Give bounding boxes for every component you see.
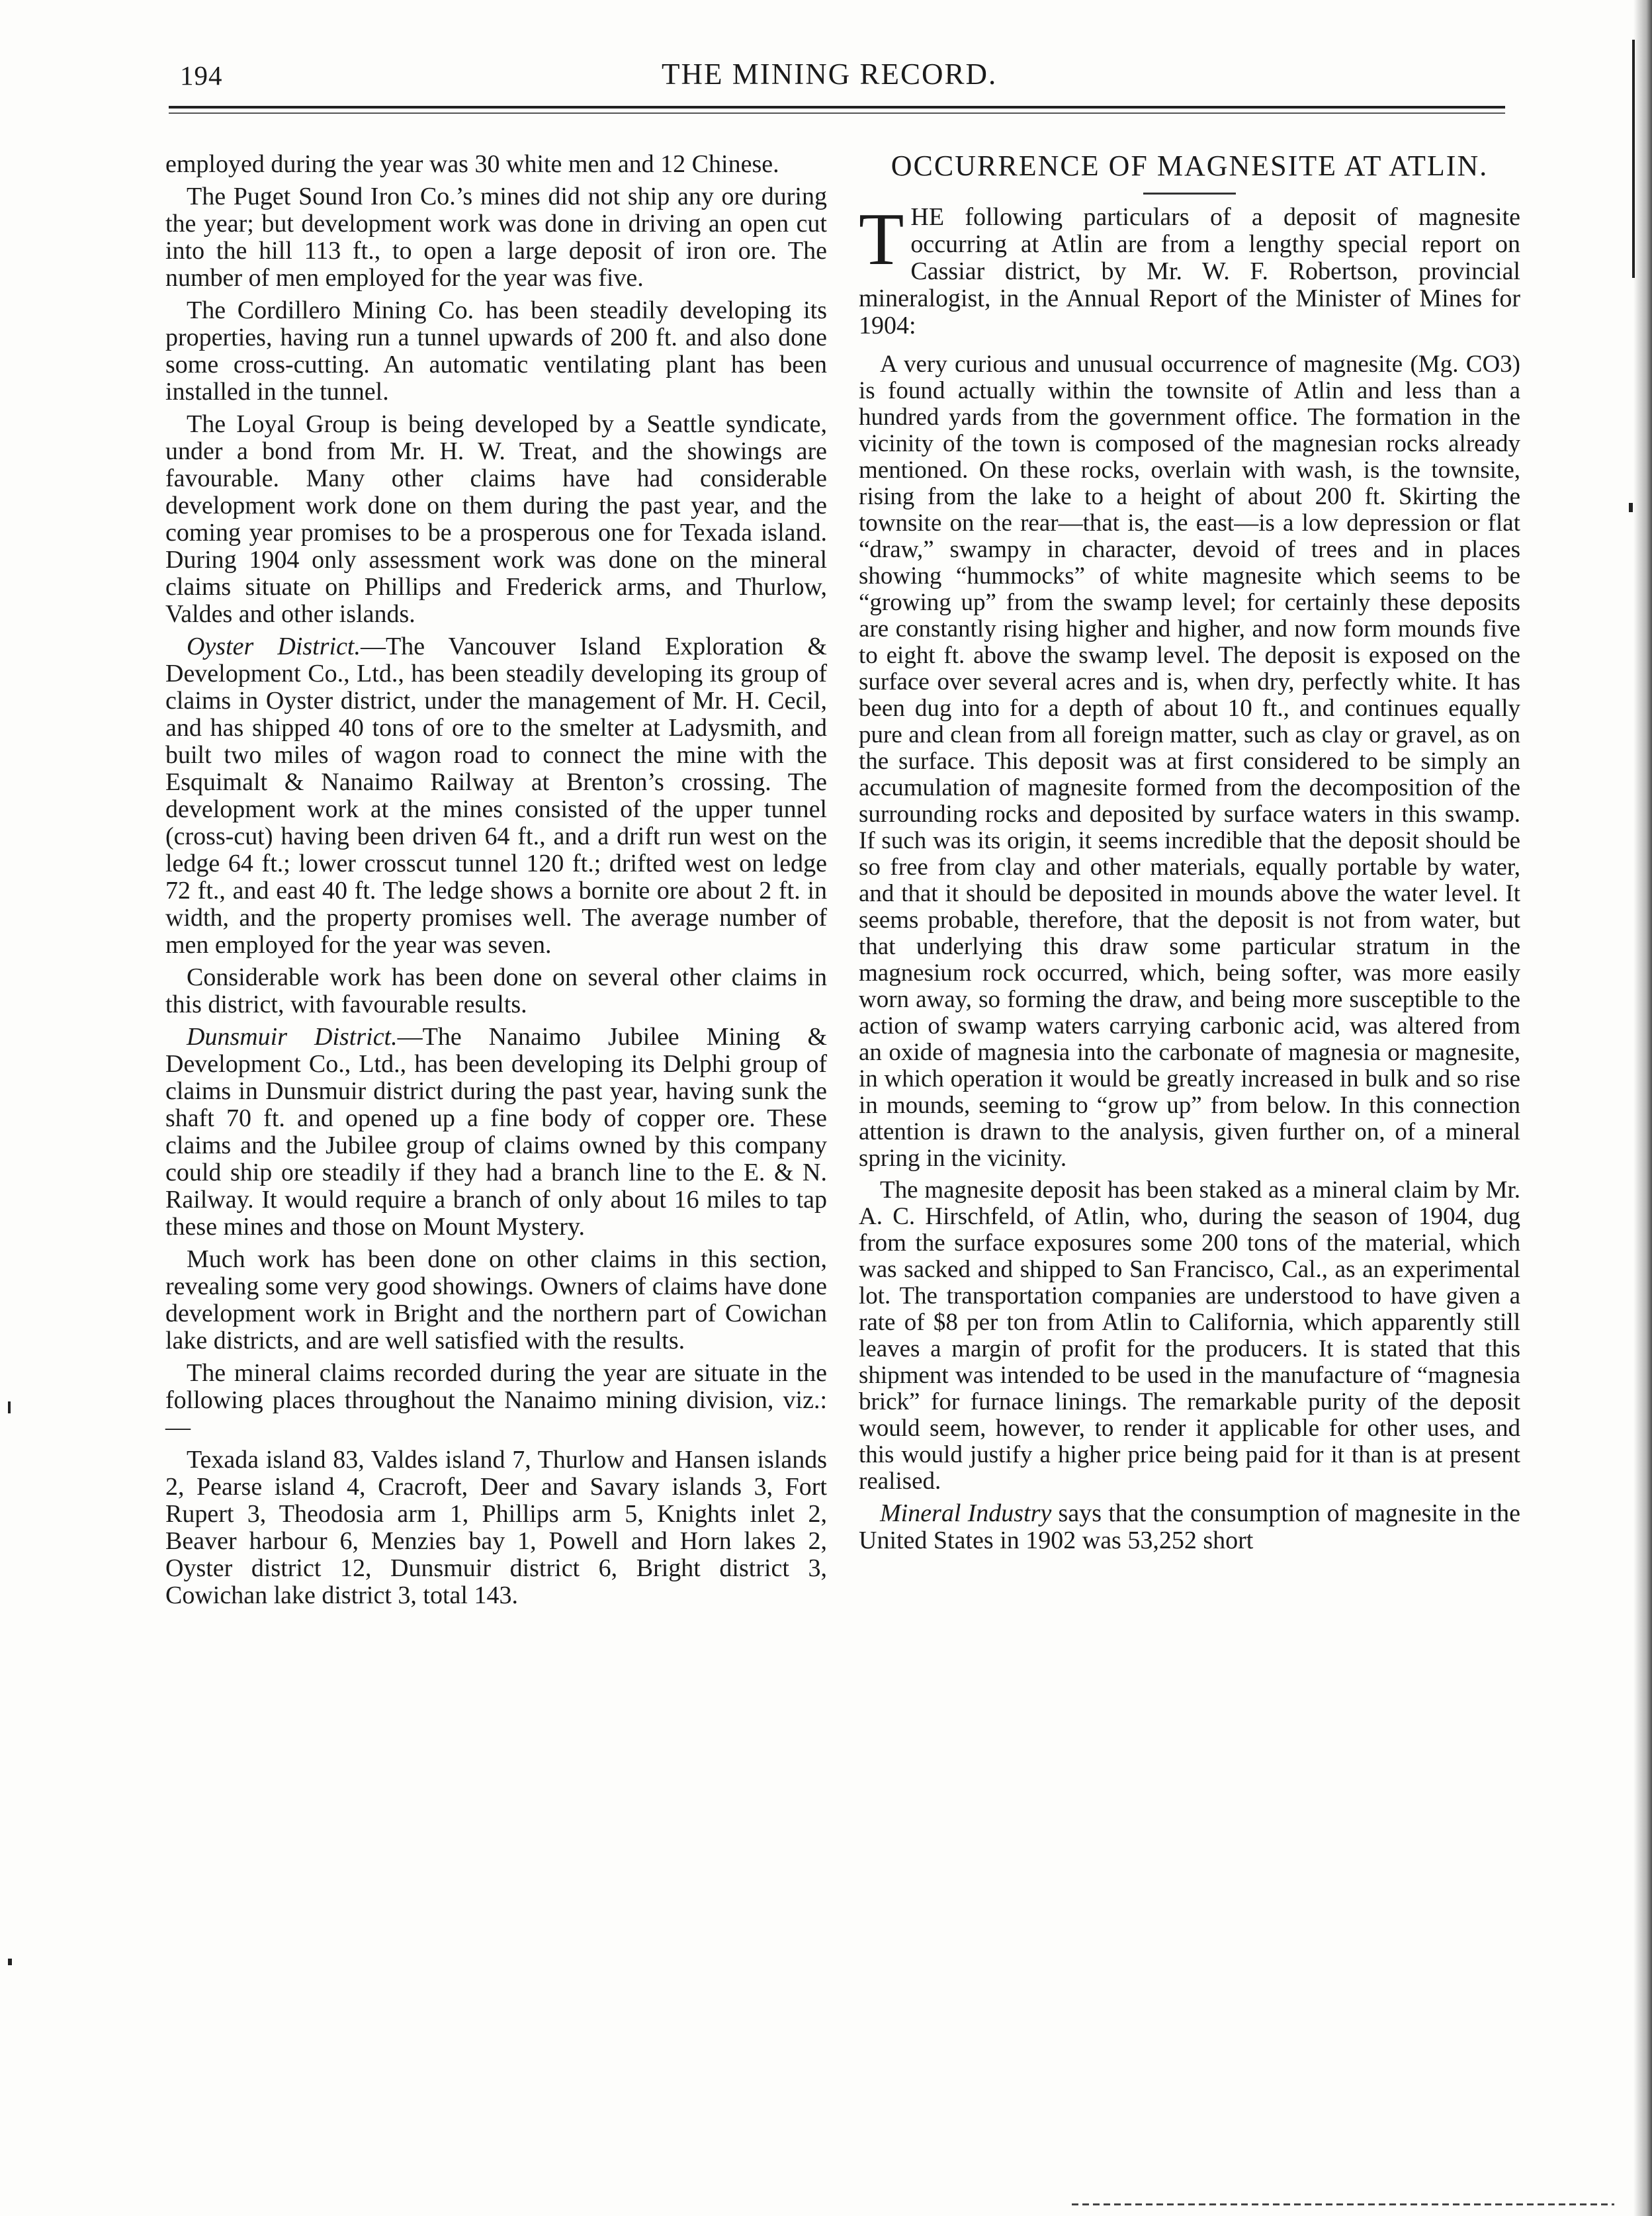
- intro-text: HE following particulars of a deposit of magnesite occurring at Atlin are from a lengthy special report on Cassiar district, by Mr. W. F. Robertson, provincial mineralogist, in the Annual Report of the Minister of Mines for 1904:: [859, 203, 1520, 339]
- paragraph: The mineral claims recorded during the year are situate in the following places throughout the Nanaimo mining division, viz.:—: [165, 1359, 827, 1441]
- paragraph-text: —The Nanaimo Jubilee Mining & Development Co., Ltd., has been developing its Delphi group of claims in Dunsmuir district during the past year, having sunk the shaft 70 ft. and opened up a fine body of copper ore. These claims and the Jubilee group of claims owned by this company could ship ore steadily if they had a branch line to the E. & N. Railway. It would require a branch of only about 16 miles to tap these mines and those on Mount Mystery.: [165, 1023, 828, 1241]
- title-rule: [1143, 193, 1236, 195]
- publication-title: Mineral Industry: [880, 1499, 1052, 1527]
- claims-list: Texada island 83, Valdes island 7, Thurlow and Hansen islands 2, Pearse island 4, Cracroft, Deer and Savary islands 3, Fort Rupert 3, Theodosia arm 1, Phillips arm 5, Knights inlet 2, Beaver harbour 6, Menzies bay 1, Powell and Horn lakes 2, Oyster district 12, Dunsmuir district 6, Bright district 3, Cowichan lake district 3, total 143.: [165, 1446, 827, 1609]
- article-intro: [859, 199, 1520, 339]
- header-rule-thin: [169, 112, 1505, 114]
- subhead-oyster-district: Oyster District.: [187, 633, 361, 660]
- paragraph: Much work has been done on other claims in this section, revealing some very good showings. Owners of claims have done development work in Bright and the northern part of Cowichan lake districts, and are well satisfied with the results.: [165, 1245, 827, 1354]
- quoted-report: [859, 351, 1520, 1495]
- paragraph-text: —The Vancouver Island Exploration & Development Co., Ltd., has been steadily developing its group of claims in Oyster district, under the management of Mr. H. Cecil, and has shipped 40 tons of ore to the smelter at Ladysmith, and built two miles of wagon road to connect the mine with the Esquimalt & Nanaimo Railway at Brenton’s crossing. The development work at the mines consisted of the upper tunnel (cross-cut) having been driven 64 ft., and a drift run west on the ledge 64 ft.; lower crosscut tunnel 120 ft.; drifted west on ledge 72 ft., and east 40 ft. The ledge shows a bornite ore about 2 ft. in width, and the property promises well. The average number of men employed for the year was seven.: [165, 633, 827, 959]
- paragraph: The Loyal Group is being developed by a Seattle syndicate, under a bond from Mr. H. W. Treat, and the showings are favourable. Many other claims have had considerable development work done on them during the past year, and the coming year promises to be a prosperous one for Texada island. During 1904 only assessment work was done on the mineral claims situate on Phillips and Frederick arms, and Thurlow, Valdes and other islands.: [165, 410, 827, 628]
- page-number: 194: [180, 60, 223, 91]
- running-title: THE MINING RECORD.: [662, 58, 998, 91]
- bottom-scan-line: [1072, 2203, 1614, 2205]
- margin-mark: [1632, 40, 1635, 278]
- margin-mark: [8, 1959, 12, 1965]
- subhead-dunsmuir-district: Dunsmuir District.: [187, 1023, 398, 1051]
- paragraph: The Cordillero Mining Co. has been steadily developing its properties, having run a tunnel upwards of 200 ft. and also done some cross-cutting. An automatic ventilating plant has been installed in the tunnel.: [165, 296, 827, 406]
- paragraph: The Puget Sound Iron Co.’s mines did not ship any ore during the year; but development work was done in driving an open cut into the hill 113 ft., to open a large deposit of iron ore. The number of men employed for the year was five.: [165, 183, 827, 292]
- paragraph-mineral-industry: [859, 1500, 1520, 1554]
- header-rule: [169, 106, 1505, 109]
- paragraph-dunsmuir-district: [165, 1024, 827, 1241]
- article-title: OCCURRENCE OF MAGNESITE AT ATLIN.: [891, 150, 1489, 182]
- paragraph-text: says that the consumption of magnesite in the United States in 1902 was 53,252 short: [859, 1499, 1521, 1554]
- paragraph-oyster-district: [165, 633, 827, 959]
- drop-cap: T: [859, 199, 904, 281]
- margin-mark: [8, 1401, 11, 1413]
- right-column: [859, 151, 1520, 1560]
- left-column: [165, 151, 827, 1615]
- paragraph: A very curious and unusual occurrence of magnesite (Mg. CO3) is found actually within the townsite of Atlin and less than a hundred yards from the government office. The formation in the vicinity of the town is composed of the magnesian rocks already mentioned. On these rocks, overlain with wash, is the townsite, rising from the lake to a height of about 200 ft. Skirting the townsite on the rear—that is, the east—is a low depression or flat “draw,” swampy in character, devoid of trees and in places showing “hummocks” of white magnesite which seems to be “growing up” from the swamp level; for certainly these deposits are constantly rising higher and higher, and now form mounds five to eight ft. above the swamp level. The deposit is exposed on the surface over several acres and is, when dry, perfectly white. It has been dug into for a depth of about 10 ft., and continues equally pure and clean from all foreign matter, such as clay or gravel, as on the surface. This deposit was at first considered to be simply an accumulation of magnesite formed from the decomposition of the surrounding rocks and deposited by surface waters in this swamp. If such was its origin, it seems incredible that the deposit should be so free from clay and other materials, equally portable by water, and that it should be deposited in mounds above the water level. It seems probable, therefore, that the deposit is not from water, but that underlying this draw some particular stratum in the magnesium rock occurred, which, being softer, was more easily worn away, so forming the draw, and being more susceptible to the action of swamp waters carrying carbonic acid, was altered from an oxide of magnesia into the carbonate of magnesia or magnesite, in which operation it would be greatly increased in bulk and so rise in mounds, seeming to “grow up” from below. In this connection attention is drawn to the analysis, given further on, of a mineral spring in the vicinity.: [859, 351, 1520, 1172]
- paragraph: The magnesite deposit has been staked as a mineral claim by Mr. A. C. Hirschfeld, of Atlin, who, during the season of 1904, dug from the surface exposures some 200 tons of the material, which was sacked and shipped to San Francisco, Cal., as an experimental lot. The transportation companies are understood to have given a rate of $8 per ton from Atlin to California, which apparently still leaves a margin of profit for the producers. It is stated that this shipment was intended to be used in the manufacture of “magnesia brick” for furnace linings. The remarkable purity of the deposit would seem, however, to render it applicable for other uses, and this would justify a higher price being paid for it than is at present realised.: [859, 1176, 1520, 1495]
- margin-mark: [1629, 503, 1633, 512]
- paragraph: employed during the year was 30 white men and 12 Chinese.: [165, 150, 779, 178]
- page-edge-shadow: [1633, 0, 1652, 2216]
- paragraph: Considerable work has been done on several other claims in this district, with favourable results.: [165, 963, 827, 1018]
